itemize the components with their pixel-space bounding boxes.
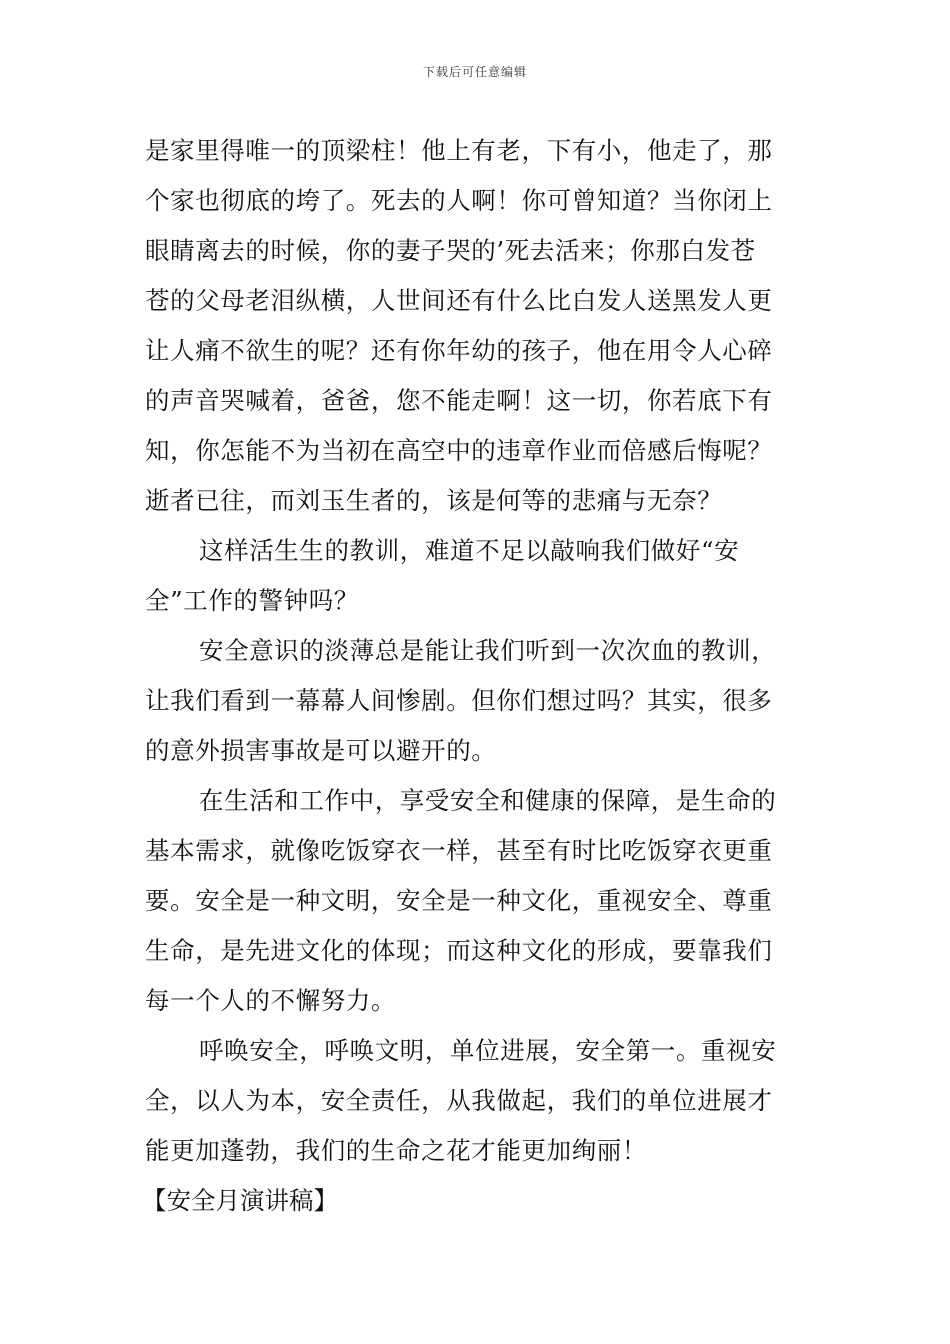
document-body: [142, 126, 810, 1226]
paragraph-first-line: 在生活和工作中，享受安全和健康的保障，是生命的: [199, 786, 777, 815]
text-line: 让人痛不欲生的呢？还有你年幼的孩子，他在用令人心碎: [145, 336, 773, 365]
text-line: 基本需求，就像吃饭穿衣一样，甚至有时比吃饭穿衣更重: [145, 836, 773, 865]
page-header: 下载后可任意编辑: [422, 65, 527, 79]
text-line: 是家里得唯一的顶梁柱！他上有老，下有小，他走了，那: [145, 136, 773, 165]
text-line: 眼睛离去的时候，你的妻子哭的’死去活来；你那白发苍: [145, 236, 756, 265]
text-line: 个家也彻底的垮了。死去的人啊！你可曾知道？当你闭上: [145, 186, 773, 215]
text-line: 让我们看到一幕幕人间惨剧。但你们想过吗？其实，很多: [145, 686, 773, 715]
paragraph-first-line: 这样活生生的教训，难道不足以敲响我们做好“安: [199, 536, 740, 565]
paragraph-first-line: 安全意识的淡薄总是能让我们听到一次次血的教训，: [199, 636, 777, 665]
text-line: 能更加蓬勃，我们的生命之花才能更加绚丽！: [145, 1136, 647, 1165]
text-line: 全，以人为本，安全责任，从我做起，我们的单位进展才: [145, 1086, 773, 1115]
text-line: 要。安全是一种文明，安全是一种文化，重视安全、尊重: [145, 886, 773, 915]
text-line: 苍的父母老泪纵横，人世间还有什么比白发人送黑发人更: [145, 286, 773, 315]
text-line: 全”工作的警钟吗？: [145, 586, 359, 615]
section-title: 【安全月演讲稿】: [142, 1186, 338, 1215]
text-line: 每一个人的不懈努力。: [145, 986, 396, 1015]
paragraph-first-line: 呼唤安全，呼唤文明，单位进展，安全第一。重视安: [199, 1036, 777, 1065]
text-line: 知，你怎能不为当初在高空中的违章作业而倍感后悔呢？: [145, 436, 773, 465]
text-line: 的声音哭喊着，爸爸，您不能走啊！这一切，你若底下有: [145, 386, 773, 415]
text-line: 生命，是先进文化的体现；而这种文化的形成，要靠我们: [145, 936, 773, 965]
text-line: 逝者已往，而刘玉生者的，该是何等的悲痛与无奈？: [145, 486, 723, 515]
text-line: 的意外损害事故是可以避开的。: [145, 736, 497, 765]
